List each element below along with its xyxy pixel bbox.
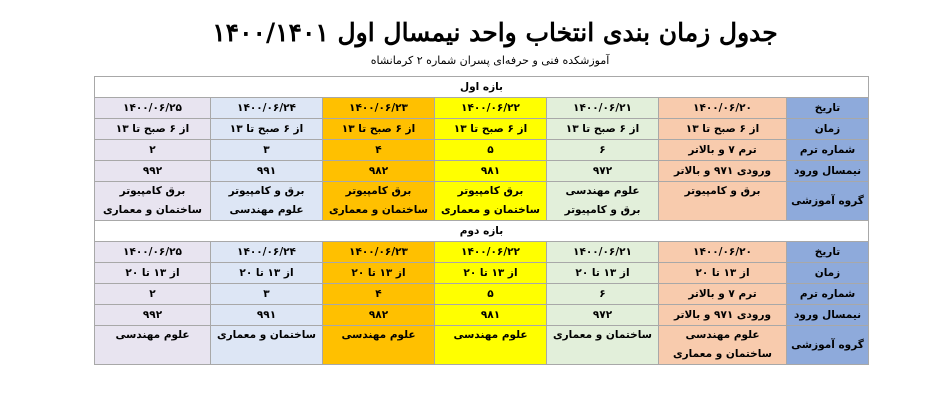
date-cell: ۱۴۰۰/۰۶/۲۳ bbox=[323, 98, 435, 119]
date-cell: ۱۴۰۰/۰۶/۲۰ bbox=[659, 242, 787, 263]
period-title: بازه دوم bbox=[95, 221, 869, 242]
row-label-group: گروه آموزشی bbox=[787, 326, 869, 365]
group-line: ساختمان و معماری bbox=[441, 204, 540, 216]
group-line: ساختمان و معماری bbox=[103, 204, 202, 216]
threshold-cell: ۹۹۲ bbox=[95, 305, 211, 326]
group-line: برق کامپیوتر bbox=[119, 185, 186, 197]
group-cell bbox=[659, 182, 787, 221]
time-cell: از ۶ صبح تا ۱۳ bbox=[323, 119, 435, 140]
schedule-table bbox=[94, 76, 869, 365]
threshold-cell: ۹۷۲ bbox=[547, 305, 659, 326]
term-cell: ۵ bbox=[435, 284, 547, 305]
period-title: بازه اول bbox=[95, 77, 869, 98]
time-cell: از ۶ صبح تا ۱۳ bbox=[659, 119, 787, 140]
page-subtitle: آموزشکده فنی و حرفه‌ای پسران شماره ۲ کرمانشاه bbox=[370, 54, 610, 67]
group-row bbox=[95, 182, 869, 221]
time-cell: از ۶ صبح تا ۱۳ bbox=[95, 119, 211, 140]
period-header-row bbox=[95, 221, 869, 242]
row-label-threshold: نیمسال ورود bbox=[787, 161, 869, 182]
time-cell: از ۱۳ تا ۲۰ bbox=[659, 263, 787, 284]
term-row bbox=[95, 140, 869, 161]
group-line: برق کامپیوتر bbox=[345, 185, 412, 197]
term-cell: ۲ bbox=[95, 140, 211, 161]
term-cell: ترم ۷ و بالاتر bbox=[659, 284, 787, 305]
date-cell: ۱۴۰۰/۰۶/۲۱ bbox=[547, 242, 659, 263]
group-line: برق و کامپیوتر bbox=[228, 185, 305, 197]
group-line: برق کامپیوتر bbox=[457, 185, 524, 197]
threshold-cell: ورودی ۹۷۱ و بالاتر bbox=[659, 305, 787, 326]
date-cell: ۱۴۰۰/۰۶/۲۴ bbox=[211, 242, 323, 263]
group-cell bbox=[211, 182, 323, 221]
row-label-threshold: نیمسال ورود bbox=[787, 305, 869, 326]
group-line: برق و کامپیوتر bbox=[564, 204, 641, 216]
row-label-date: تاریخ bbox=[787, 242, 869, 263]
term-cell: ۲ bbox=[95, 284, 211, 305]
time-cell: از ۱۳ تا ۲۰ bbox=[95, 263, 211, 284]
term-cell: ۶ bbox=[547, 284, 659, 305]
group-cell bbox=[547, 326, 659, 365]
term-cell: ۴ bbox=[323, 284, 435, 305]
time-cell: از ۱۳ تا ۲۰ bbox=[435, 263, 547, 284]
threshold-cell: ۹۸۲ bbox=[323, 305, 435, 326]
row-label-term: شماره ترم bbox=[787, 140, 869, 161]
time-cell: از ۶ صبح تا ۱۳ bbox=[435, 119, 547, 140]
group-cell bbox=[323, 326, 435, 365]
row-label-time: زمان bbox=[787, 263, 869, 284]
term-cell: ۵ bbox=[435, 140, 547, 161]
date-cell: ۱۴۰۰/۰۶/۲۵ bbox=[95, 98, 211, 119]
threshold-cell: ۹۸۱ bbox=[435, 161, 547, 182]
group-line: برق و کامپیوتر bbox=[684, 185, 761, 197]
group-cell bbox=[323, 182, 435, 221]
group-line: ساختمان و معماری bbox=[217, 329, 316, 341]
group-line: علوم مهندسی bbox=[229, 204, 304, 216]
threshold-cell: ۹۸۲ bbox=[323, 161, 435, 182]
date-cell: ۱۴۰۰/۰۶/۲۳ bbox=[323, 242, 435, 263]
group-line: علوم مهندسی bbox=[115, 329, 190, 341]
time-cell: از ۶ صبح تا ۱۳ bbox=[547, 119, 659, 140]
date-row bbox=[95, 98, 869, 119]
time-cell: از ۱۳ تا ۲۰ bbox=[211, 263, 323, 284]
date-row bbox=[95, 242, 869, 263]
group-line: ساختمان و معماری bbox=[673, 348, 772, 360]
threshold-cell: ۹۷۲ bbox=[547, 161, 659, 182]
time-row bbox=[95, 263, 869, 284]
term-cell: ۶ bbox=[547, 140, 659, 161]
threshold-cell: ۹۹۱ bbox=[211, 161, 323, 182]
time-cell: از ۱۳ تا ۲۰ bbox=[323, 263, 435, 284]
row-label-group: گروه آموزشی bbox=[787, 182, 869, 221]
group-cell bbox=[435, 326, 547, 365]
threshold-row bbox=[95, 305, 869, 326]
threshold-cell: ورودی ۹۷۱ و بالاتر bbox=[659, 161, 787, 182]
date-cell: ۱۴۰۰/۰۶/۲۴ bbox=[211, 98, 323, 119]
group-line: ساختمان و معماری bbox=[553, 329, 652, 341]
group-cell bbox=[95, 326, 211, 365]
threshold-cell: ۹۸۱ bbox=[435, 305, 547, 326]
threshold-cell: ۹۹۱ bbox=[211, 305, 323, 326]
group-line: علوم مهندسی bbox=[565, 185, 640, 197]
term-cell: ۳ bbox=[211, 140, 323, 161]
group-cell bbox=[211, 326, 323, 365]
row-label-time: زمان bbox=[787, 119, 869, 140]
group-cell bbox=[95, 182, 211, 221]
page-title: جدول زمان بندی انتخاب واحد نیمسال اول ۱۴۰۰/۱۴۰۱ bbox=[212, 18, 778, 47]
group-cell bbox=[435, 182, 547, 221]
group-line: ساختمان و معماری bbox=[329, 204, 428, 216]
date-cell: ۱۴۰۰/۰۶/۲۲ bbox=[435, 242, 547, 263]
time-cell: از ۱۳ تا ۲۰ bbox=[547, 263, 659, 284]
group-cell bbox=[659, 326, 787, 365]
term-cell: ۳ bbox=[211, 284, 323, 305]
term-cell: ترم ۷ و بالاتر bbox=[659, 140, 787, 161]
row-label-term: شماره ترم bbox=[787, 284, 869, 305]
date-cell: ۱۴۰۰/۰۶/۲۵ bbox=[95, 242, 211, 263]
period-header-row bbox=[95, 77, 869, 98]
date-cell: ۱۴۰۰/۰۶/۲۲ bbox=[435, 98, 547, 119]
group-line: علوم مهندسی bbox=[685, 329, 760, 341]
term-cell: ۴ bbox=[323, 140, 435, 161]
group-cell bbox=[547, 182, 659, 221]
threshold-cell: ۹۹۲ bbox=[95, 161, 211, 182]
date-cell: ۱۴۰۰/۰۶/۲۰ bbox=[659, 98, 787, 119]
term-row bbox=[95, 284, 869, 305]
group-row bbox=[95, 326, 869, 365]
time-row bbox=[95, 119, 869, 140]
threshold-row bbox=[95, 161, 869, 182]
date-cell: ۱۴۰۰/۰۶/۲۱ bbox=[547, 98, 659, 119]
group-line: علوم مهندسی bbox=[341, 329, 416, 341]
row-label-date: تاریخ bbox=[787, 98, 869, 119]
group-line: علوم مهندسی bbox=[453, 329, 528, 341]
time-cell: از ۶ صبح تا ۱۳ bbox=[211, 119, 323, 140]
